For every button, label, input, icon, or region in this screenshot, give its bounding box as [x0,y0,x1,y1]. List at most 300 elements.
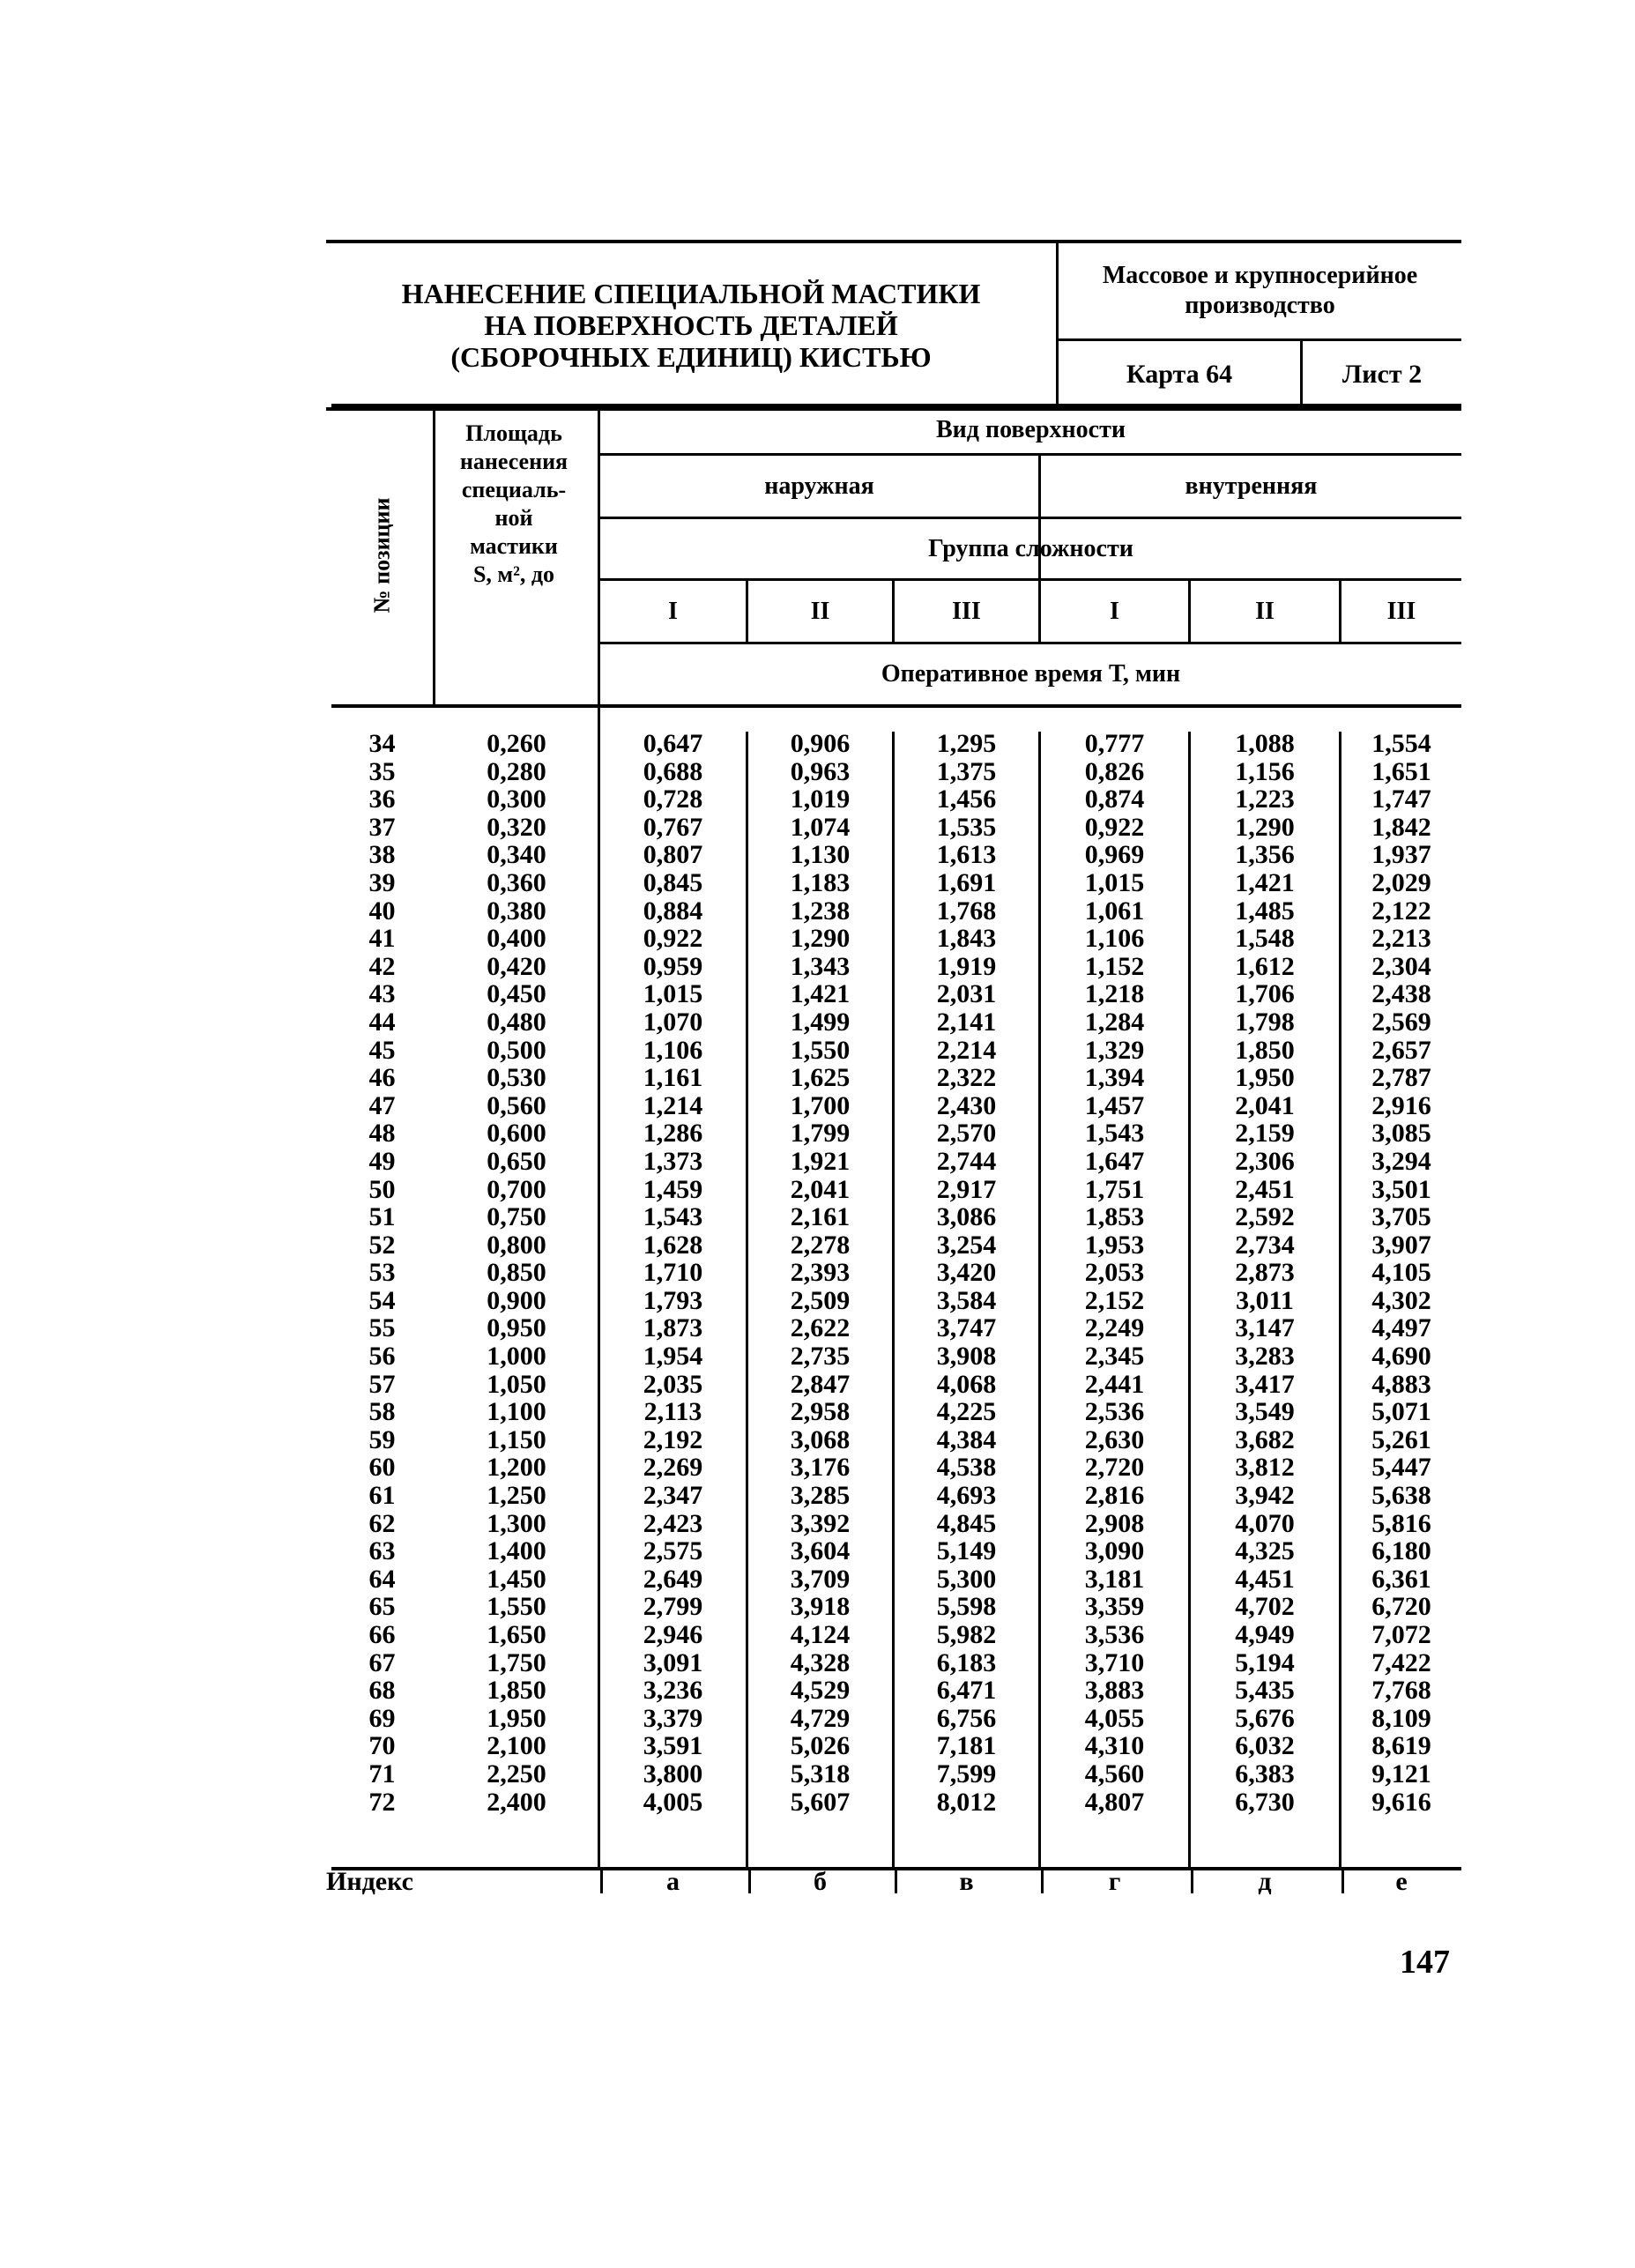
table-cell: 6,361 [1371,1564,1431,1594]
table-cell: 3,359 [1084,1592,1145,1622]
table-cell: 1,106 [1084,924,1145,954]
table-cell: 0,340 [487,840,546,870]
table-cell: 3,710 [1084,1647,1145,1677]
table-cell: 0,922 [643,924,703,954]
table-cell: 4,560 [1084,1759,1145,1788]
table-cell: 49 [368,1146,396,1176]
column-outer-2 [748,730,892,1816]
position-header [331,404,433,706]
index-b: б [814,1867,827,1896]
table-cell: 1,750 [487,1647,546,1677]
table-cell: 1,150 [487,1424,546,1454]
table-cell: 1,200 [487,1453,546,1483]
table-cell: 3,417 [1235,1369,1295,1399]
table-cell: 9,616 [1371,1787,1431,1817]
operative-time-header: Оперативное время Т, мин [881,660,1181,688]
table-cell: 1,612 [1235,951,1295,981]
area-line: Площадь [465,420,562,446]
title-line-3: (СБОРОЧНЫХ ЕДИНИЦ) КИСТЬЮ [450,341,932,373]
table-cell: 0,922 [1084,812,1145,842]
table-cell: 0,807 [643,840,703,870]
table-cell: 3,090 [1084,1536,1145,1566]
table-cell: 1,554 [1371,729,1431,758]
table-cell: 0,480 [487,1007,546,1037]
table-cell: 54 [368,1285,396,1315]
table-cell: 1,954 [643,1342,703,1372]
position-header-text: № позиции [368,497,395,613]
table-cell: 2,816 [1084,1481,1145,1511]
table-cell: 2,031 [936,979,997,1009]
table-cell: 2,441 [1084,1369,1145,1399]
table-cell: 6,180 [1371,1536,1431,1566]
table-cell: 2,787 [1371,1063,1431,1093]
table-cell: 3,091 [643,1647,703,1677]
table-cell: 47 [368,1090,396,1120]
table-cell: 2,214 [936,1035,997,1065]
table-cell: 0,959 [643,951,703,981]
table-cell: 35 [368,756,396,786]
table-cell: 1,070 [643,1007,703,1037]
table-cell: 1,394 [1084,1063,1145,1093]
table-cell: 1,223 [1235,785,1295,814]
area-line: мастики [470,533,558,559]
table-cell: 0,845 [643,867,703,897]
table-cell: 0,969 [1084,840,1145,870]
table-cell: 2,569 [1371,1007,1431,1037]
table-cell: 1,799 [790,1119,851,1149]
table-cell: 2,873 [1235,1258,1295,1288]
table-cell: 68 [368,1676,396,1706]
table-cell: 1,329 [1084,1035,1145,1065]
column-inner-2 [1191,730,1339,1816]
table-cell: 4,807 [1084,1787,1145,1817]
table-cell: 2,269 [643,1453,703,1483]
table-cell: 2,152 [1084,1285,1145,1315]
table-cell: 52 [368,1230,396,1260]
table-cell: 1,625 [790,1063,851,1093]
table-cell: 3,420 [936,1258,997,1288]
table-cell: 55 [368,1313,396,1343]
table-cell: 2,423 [643,1508,703,1538]
table-cell: 4,325 [1235,1536,1295,1566]
table-cell: 0,400 [487,924,546,954]
table-cell: 1,842 [1371,812,1431,842]
table-cell: 1,015 [643,979,703,1009]
table-cell: 1,850 [487,1676,546,1706]
table-cell: 1,751 [1084,1174,1145,1204]
table-cell: 0,560 [487,1090,546,1120]
index-e: е [1395,1867,1408,1896]
table-cell: 1,286 [643,1119,703,1149]
table-cell: 4,949 [1235,1620,1295,1649]
table-cell: 1,295 [936,729,997,758]
table-cell: 5,149 [936,1536,997,1566]
table-cell: 7,422 [1371,1647,1431,1677]
table-cell: 3,011 [1236,1285,1294,1315]
table-cell: 1,156 [1235,756,1295,786]
table-cell: 5,676 [1235,1703,1295,1733]
table-cell: 0,280 [487,756,546,786]
table-cell: 4,225 [936,1397,997,1427]
table-cell: 3,236 [643,1676,703,1706]
table-cell: 3,812 [1235,1453,1295,1483]
table-cell: 3,501 [1371,1174,1431,1204]
table-cell: 34 [368,729,396,758]
area-line: специаль- [461,477,567,502]
table-cell: 2,053 [1084,1258,1145,1288]
table-cell: 5,026 [790,1731,851,1761]
table-cell: 1,853 [1084,1202,1145,1232]
table-cell: 3,147 [1235,1313,1295,1343]
table-cell: 0,728 [643,785,703,814]
table-cell: 56 [368,1342,396,1372]
table-cell: 3,176 [790,1453,851,1483]
table-cell: 2,509 [790,1285,851,1315]
table-cell: 4,328 [790,1647,851,1677]
table-cell: 3,549 [1235,1397,1295,1427]
table-cell: 2,720 [1084,1453,1145,1483]
group-header-3: III [952,597,981,625]
table-cell: 0,500 [487,1035,546,1065]
table-cell: 0,750 [487,1202,546,1232]
table-cell: 3,085 [1371,1119,1431,1149]
table-cell: 1,343 [790,951,851,981]
table-cell: 53 [368,1258,396,1288]
table-cell: 2,035 [643,1369,703,1399]
table-cell: 1,000 [487,1342,546,1372]
table-cell: 3,392 [790,1508,851,1538]
table-cell: 1,919 [936,951,997,981]
table-cell: 58 [368,1397,396,1427]
table-cell: 1,456 [936,785,997,814]
table-cell: 42 [368,951,396,981]
index-label: Индекс [326,1867,413,1896]
table-cell: 0,320 [487,812,546,842]
table-cell: 1,873 [643,1313,703,1343]
table-cell: 1,798 [1235,1007,1295,1037]
complexity-group-header: Группа сложности [928,534,1133,562]
table-cell: 5,638 [1371,1481,1431,1511]
table-cell: 1,450 [487,1564,546,1594]
column-outer-1 [600,730,746,1816]
table-cell: 1,015 [1084,867,1145,897]
table-cell: 4,702 [1235,1592,1295,1622]
table-cell: 1,183 [790,867,851,897]
table-cell: 1,400 [487,1536,546,1566]
operation-title [326,243,1059,407]
column-inner-1 [1041,730,1188,1816]
table-cell: 4,497 [1371,1313,1431,1343]
table-cell: 2,430 [936,1090,997,1120]
table-cell: 0,600 [487,1119,546,1149]
table-cell: 5,982 [936,1620,997,1649]
table-cell: 4,883 [1371,1369,1431,1399]
table-cell: 3,883 [1084,1676,1145,1706]
table-cell: 4,070 [1235,1508,1295,1538]
table-cell: 6,730 [1235,1787,1295,1817]
table-cell: 1,459 [643,1174,703,1204]
table-cell: 1,238 [790,896,851,926]
table-cell: 3,705 [1371,1202,1431,1232]
table-cell: 0,950 [487,1313,546,1343]
table-cell: 1,250 [487,1481,546,1511]
table-cell: 2,278 [790,1230,851,1260]
title-line-1: НАНЕСЕНИЕ СПЕЦИАЛЬНОЙ МАСТИКИ [401,278,981,309]
table-cell: 7,768 [1371,1676,1431,1706]
table-cell: 1,768 [936,896,997,926]
table-cell: 1,950 [1235,1063,1295,1093]
table-cell: 2,916 [1371,1090,1431,1120]
group-header-6: III [1386,597,1416,625]
table-cell: 1,950 [487,1703,546,1733]
table-cell: 7,072 [1371,1620,1431,1649]
table-cell: 1,152 [1084,951,1145,981]
outer-surface-header: наружная [764,472,874,500]
table-cell: 0,767 [643,812,703,842]
table-cell: 2,575 [643,1536,703,1566]
table-cell: 0,450 [487,979,546,1009]
table-cell: 3,181 [1084,1564,1145,1594]
table-cell: 4,005 [643,1787,703,1817]
table-cell: 2,946 [643,1620,703,1649]
table-cell: 1,375 [936,756,997,786]
table-cell: 2,161 [790,1202,851,1232]
table-cell: 1,088 [1235,729,1295,758]
surface-type-header: Вид поверхности [936,416,1126,443]
table-cell: 0,700 [487,1174,546,1204]
table-cell: 1,061 [1084,896,1145,926]
table-cell: 2,041 [790,1174,851,1204]
table-cell: 6,756 [936,1703,997,1733]
table-cell: 3,604 [790,1536,851,1566]
column-outer-3 [895,730,1038,1816]
table-cell: 0,800 [487,1230,546,1260]
table-cell: 5,318 [790,1759,851,1788]
table-cell: 1,161 [643,1063,703,1093]
table-cell: 2,213 [1371,924,1431,954]
table-cell: 0,884 [643,896,703,926]
table-cell: 1,218 [1084,979,1145,1009]
rule-head-bottom [331,704,1461,708]
table-cell: 5,816 [1371,1508,1431,1538]
table-cell: 1,100 [487,1397,546,1427]
table-cell: 5,598 [936,1592,997,1622]
table-cell: 1,651 [1371,756,1431,786]
index-d: д [1258,1867,1272,1896]
table-cell: 9,121 [1371,1759,1431,1788]
table-cell: 1,937 [1371,840,1431,870]
index-g: г [1108,1867,1121,1896]
table-cell: 0,420 [487,951,546,981]
table-cell: 67 [368,1647,396,1677]
header-meta [1059,243,1461,407]
table-cell: 0,380 [487,896,546,926]
table-cell: 1,747 [1371,785,1431,814]
table-cell: 3,918 [790,1592,851,1622]
table-cell: 65 [368,1592,396,1622]
table-cell: 2,622 [790,1313,851,1343]
table-cell: 2,735 [790,1342,851,1372]
table-cell: 3,584 [936,1285,997,1315]
table-cell: 1,706 [1235,979,1295,1009]
table-cell: 2,438 [1371,979,1431,1009]
table-cell: 8,109 [1371,1703,1431,1733]
table-cell: 0,850 [487,1258,546,1288]
table-cell: 1,700 [790,1090,851,1120]
column-area [435,730,598,1816]
area-line: ной [494,505,533,531]
table-cell: 5,194 [1235,1647,1295,1677]
table-cell: 3,283 [1235,1342,1295,1372]
table-cell: 3,709 [790,1564,851,1594]
card-header [326,240,1461,411]
table-cell: 0,963 [790,756,851,786]
table-cell: 1,710 [643,1258,703,1288]
table-cell: 1,691 [936,867,997,897]
production-type [1059,243,1461,341]
table-cell: 1,457 [1084,1090,1145,1120]
table-cell: 41 [368,924,396,954]
table-cell: 4,693 [936,1481,997,1511]
table-cell: 2,847 [790,1369,851,1399]
table-cell: 2,345 [1084,1342,1145,1372]
table-cell: 70 [368,1731,396,1761]
table-cell: 1,373 [643,1146,703,1176]
table-cell: 6,183 [936,1647,997,1677]
table-cell: 2,630 [1084,1424,1145,1454]
table-cell: 0,900 [487,1285,546,1315]
group-header-2: II [810,597,830,625]
table-cell: 0,650 [487,1146,546,1176]
table-cell: 62 [368,1508,396,1538]
table-cell: 8,012 [936,1787,997,1817]
table-cell: 1,850 [1235,1035,1295,1065]
table-cell: 0,300 [487,785,546,814]
table-cell: 0,826 [1084,756,1145,786]
table-cell: 2,100 [487,1731,546,1761]
table-cell: 2,041 [1235,1090,1295,1120]
table-cell: 1,074 [790,812,851,842]
title-line-2: НА ПОВЕРХНОСТЬ ДЕТАЛЕЙ [484,309,898,341]
table-cell: 4,310 [1084,1731,1145,1761]
table-cell: 2,192 [643,1424,703,1454]
table-cell: 3,086 [936,1202,997,1232]
table-cell: 1,650 [487,1620,546,1649]
index-sep [895,1867,897,1893]
table-cell: 5,300 [936,1564,997,1594]
table-cell: 2,570 [936,1119,997,1149]
table-cell: 4,529 [790,1676,851,1706]
table-cell: 4,124 [790,1620,851,1649]
table-cell: 69 [368,1703,396,1733]
table-cell: 1,290 [1235,812,1295,842]
table-cell: 66 [368,1620,396,1649]
table-cell: 0,777 [1084,729,1145,758]
table-cell: 1,106 [643,1035,703,1065]
table-cell: 2,347 [643,1481,703,1511]
table-cell: 3,942 [1235,1481,1295,1511]
table-cell: 4,105 [1371,1258,1431,1288]
table-cell: 39 [368,867,396,897]
table-cell: 0,530 [487,1063,546,1093]
production-line-1: Массовое и крупносерийное [1102,262,1418,289]
table-cell: 1,214 [643,1090,703,1120]
group-header-1: I [668,597,678,625]
table-cell: 4,538 [936,1453,997,1483]
table-cell: 6,720 [1371,1592,1431,1622]
table-cell: 2,734 [1235,1230,1295,1260]
table-cell: 0,260 [487,729,546,758]
table-cell: 1,550 [790,1035,851,1065]
table-cell: 2,159 [1235,1119,1295,1149]
table-cell: 4,729 [790,1703,851,1733]
table-cell: 2,393 [790,1258,851,1288]
table-cell: 2,306 [1235,1146,1295,1176]
table-cell: 0,360 [487,867,546,897]
table-cell: 40 [368,896,396,926]
table-cell: 51 [368,1202,396,1232]
table-cell: 2,304 [1371,951,1431,981]
index-sep [600,1867,603,1893]
table-cell: 2,744 [936,1146,997,1176]
table-cell: 2,322 [936,1063,997,1093]
table-cell: 1,843 [936,924,997,954]
table-cell: 7,599 [936,1759,997,1788]
table-cell: 1,543 [1084,1119,1145,1149]
table-cell: 1,356 [1235,840,1295,870]
index-sep [1041,1867,1044,1893]
table-cell: 2,908 [1084,1508,1145,1538]
table-cell: 0,647 [643,729,703,758]
table-cell: 3,800 [643,1759,703,1788]
table-cell: 2,649 [643,1564,703,1594]
table-cell: 72 [368,1787,396,1817]
table-cell: 3,747 [936,1313,997,1343]
table-cell: 3,591 [643,1731,703,1761]
table-cell: 38 [368,840,396,870]
table-cell: 8,619 [1371,1731,1431,1761]
table-cell: 60 [368,1453,396,1483]
table-cell: 61 [368,1481,396,1511]
index-a: а [666,1867,680,1896]
table-cell: 2,141 [936,1007,997,1037]
table-cell: 5,447 [1371,1453,1431,1483]
table-cell: 1,543 [643,1202,703,1232]
table-cell: 43 [368,979,396,1009]
area-header [435,420,592,684]
table-cell: 64 [368,1564,396,1594]
table-cell: 0,688 [643,756,703,786]
table-cell: 2,799 [643,1592,703,1622]
table-cell: 1,550 [487,1592,546,1622]
table-cell: 1,628 [643,1230,703,1260]
table-cell: 4,384 [936,1424,997,1454]
sheet-number: Лист 2 [1341,359,1423,389]
table-cell: 1,130 [790,840,851,870]
table-cell: 6,471 [936,1676,997,1706]
column-inner-3 [1341,730,1461,1816]
table-cell: 1,921 [790,1146,851,1176]
table-cell: 1,499 [790,1007,851,1037]
card-number: Карта 64 [1059,341,1303,407]
table-cell: 3,379 [643,1703,703,1733]
table-cell: 2,657 [1371,1035,1431,1065]
table-cell: 2,400 [487,1787,546,1817]
index-sep [1341,1867,1344,1893]
table-cell: 1,485 [1235,896,1295,926]
table-cell: 2,451 [1235,1174,1295,1204]
index-sep [1191,1867,1193,1893]
